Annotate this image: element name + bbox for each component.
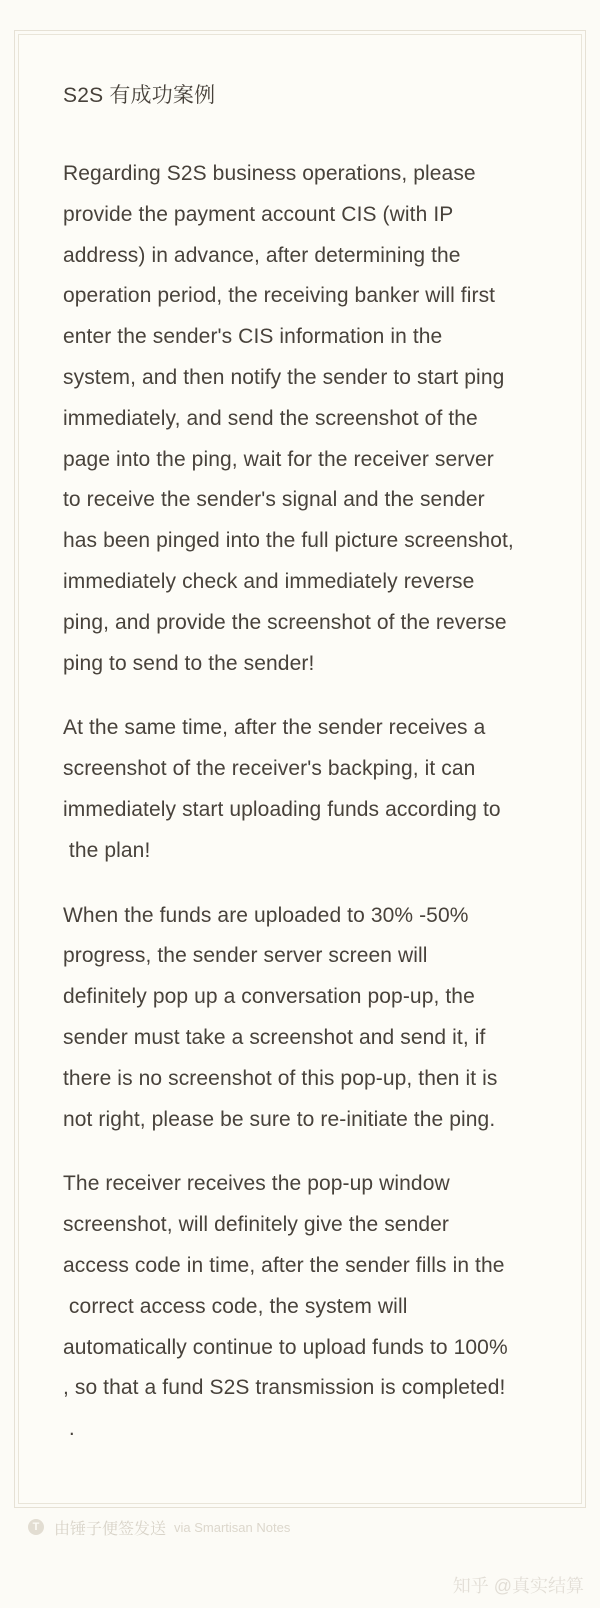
note-line: operation period, the receiving banker will first (63, 284, 496, 308)
note-line: to receive the sender's signal and the sender (63, 488, 485, 512)
zhihu-watermark: 知乎 @真实结算 (452, 1576, 584, 1596)
note-line: correct access code, the system will (63, 1294, 408, 1318)
note-line: has been pinged into the full picture screenshot, (63, 529, 514, 553)
note-line: . (63, 1417, 75, 1441)
note-line: immediately start uploading funds according to (63, 797, 501, 821)
note-paragraph (63, 896, 543, 1141)
note-line: ping to send to the sender! (63, 651, 315, 675)
note-line: , so that a fund S2S transmission is completed! (63, 1376, 506, 1400)
via-text-cn: 由锤子便签发送 (54, 1520, 167, 1538)
note-line: system, and then notify the sender to start ping (63, 365, 505, 389)
note-line: When the funds are uploaded to 30% -50% (63, 903, 469, 927)
note-line: sender must take a screenshot and send it, if (63, 1025, 486, 1049)
via-text-en: via Smartisan Notes (174, 1519, 291, 1535)
footer-via (28, 1515, 290, 1539)
note-line: At the same time, after the sender receives a (63, 716, 486, 740)
note-line: immediately check and immediately reverse (63, 569, 475, 593)
note-paragraph (63, 708, 543, 871)
note-line: Regarding S2S business operations, please (63, 162, 476, 185)
smartisan-t-icon: T (28, 1519, 44, 1535)
note-line: provide the payment account CIS (with IP (63, 202, 454, 226)
note-paragraph (63, 154, 543, 684)
note-line: automatically continue to upload funds to 100% (63, 1335, 508, 1359)
note-card-inner (18, 34, 582, 1504)
note-line: screenshot, will definitely give the sender (63, 1213, 450, 1237)
note-title: S2S 有成功案例 (63, 84, 216, 107)
note-line: not right, please be sure to re-initiate the ping. (63, 1107, 496, 1131)
note-card (14, 30, 586, 1508)
note-line: screenshot of the receiver's backping, it can (63, 757, 476, 781)
note-body (63, 154, 543, 1474)
note-paragraph (63, 1164, 543, 1450)
note-line: definitely pop up a conversation pop-up, the (63, 985, 475, 1009)
note-line: page into the ping, wait for the receiver server (63, 447, 494, 471)
note-line: access code in time, after the sender fills in the (63, 1253, 505, 1277)
note-line: The receiver receives the pop-up window (63, 1172, 450, 1196)
note-line: the plan! (63, 838, 151, 862)
note-line: address) in advance, after determining the (63, 243, 461, 267)
note-line: progress, the sender server screen will (63, 944, 428, 968)
note-line: enter the sender's CIS information in the (63, 325, 443, 349)
note-line: immediately, and send the screenshot of the (63, 406, 478, 430)
note-line: there is no screenshot of this pop-up, then it is (63, 1066, 498, 1090)
note-line: ping, and provide the screenshot of the reverse (63, 610, 507, 634)
